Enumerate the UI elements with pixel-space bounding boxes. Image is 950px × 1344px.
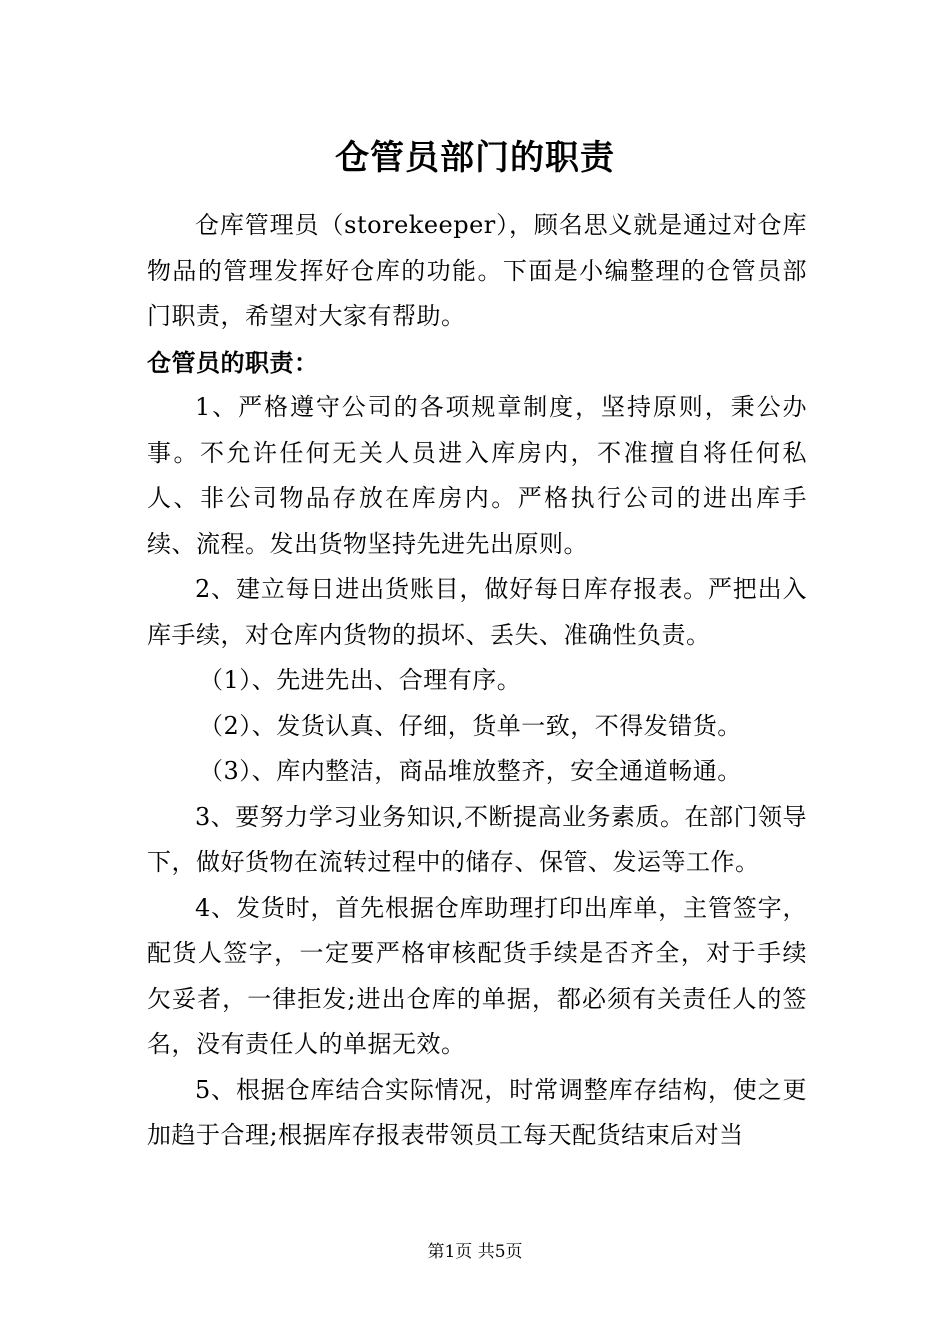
duty-item-4: 4、发货时，首先根据仓库助理打印出库单，主管签字，配货人签字，一定要严格审核配货手续是否齐全，对于手续欠妥者，一律拒发;进出仓库的单据，都必须有关责任人的签名，没有责任人的单据无效。 — [147, 893, 807, 1058]
page-footer: 第1页 共5页 — [427, 1242, 523, 1262]
duty-item-3: 3、要努力学习业务知识,不断提高业务素质。在部门领导下，做好货物在流转过程中的储存、保管、发运等工作。 — [147, 802, 807, 876]
duty-item-2: 2、建立每日进出货账目，做好每日库存报表。严把出入库手续，对仓库内货物的损坏、丢失、准确性负责。 — [147, 575, 807, 649]
document-title: 仓管员部门的职责 — [335, 138, 615, 178]
sub-item-1: （1）、先进先出、合理有序。 — [199, 666, 522, 694]
document-body — [147, 203, 807, 1159]
sub-item-3: （3）、库内整洁，商品堆放整齐，安全通道畅通。 — [199, 757, 742, 785]
duty-item-5: 5、根据仓库结合实际情况，时常调整库存结构，使之更加趋于合理;根据库存报表带领员工每天配货结束后对当 — [147, 1075, 807, 1149]
duty-item-1: 1、严格遵守公司的各项规章制度，坚持原则，秉公办事。不允许任何无关人员进入库房内，不准擅自将任何私人、非公司物品存放在库房内。严格执行公司的进出库手续、流程。发出货物坚持先进先出原则。 — [147, 393, 807, 558]
section-heading: 仓管员的职责： — [147, 347, 319, 377]
intro-paragraph: 仓库管理员（storekeeper），顾名思义就是通过对仓库物品的管理发挥好仓库的功能。下面是小编整理的仓管员部门职责，希望对大家有帮助。 — [147, 211, 807, 330]
sub-item-2: （2）、发货认真、仔细，货单一致，不得发错货。 — [199, 711, 742, 740]
